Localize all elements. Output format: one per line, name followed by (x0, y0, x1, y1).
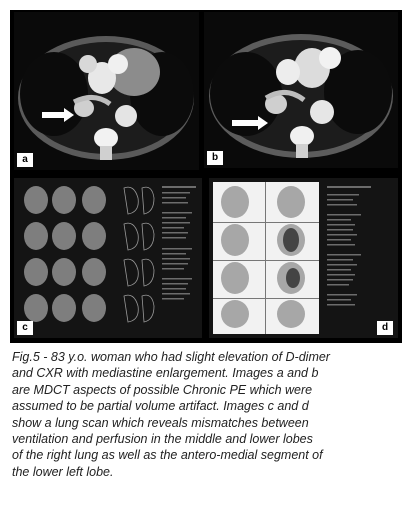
caption-line: are MDCT aspects of possible Chronic PE which were (12, 382, 313, 397)
panel-d-lung-scan (209, 178, 398, 338)
panel-label-b: b (207, 151, 223, 165)
panel-label-a: a (17, 153, 33, 167)
figure-frame (10, 10, 402, 343)
caption-line: the lower left lobe. (12, 464, 114, 479)
panel-a-ct-image (14, 12, 199, 170)
caption-line: Fig.5 - 83 y.o. woman who had slight elevation of D-dimer (12, 350, 330, 364)
caption-line: assumed to be partial volume artifact. Images c and d (12, 399, 309, 414)
panel-c-lung-scan (14, 178, 202, 338)
caption-line: and CXR with mediastine enlargement. Images a and b (12, 366, 319, 381)
caption-line: show a lung scan which reveals mismatches between (12, 415, 309, 430)
figure-caption (12, 349, 402, 480)
panel-label-c: c (17, 321, 33, 335)
panel-label-d: d (377, 321, 393, 335)
caption-line: of the right lung as well as the antero-medial segment of (12, 448, 323, 463)
caption-line: ventilation and perfusion in the middle and lower lobes (12, 432, 313, 447)
panel-b-ct-image (204, 12, 398, 168)
